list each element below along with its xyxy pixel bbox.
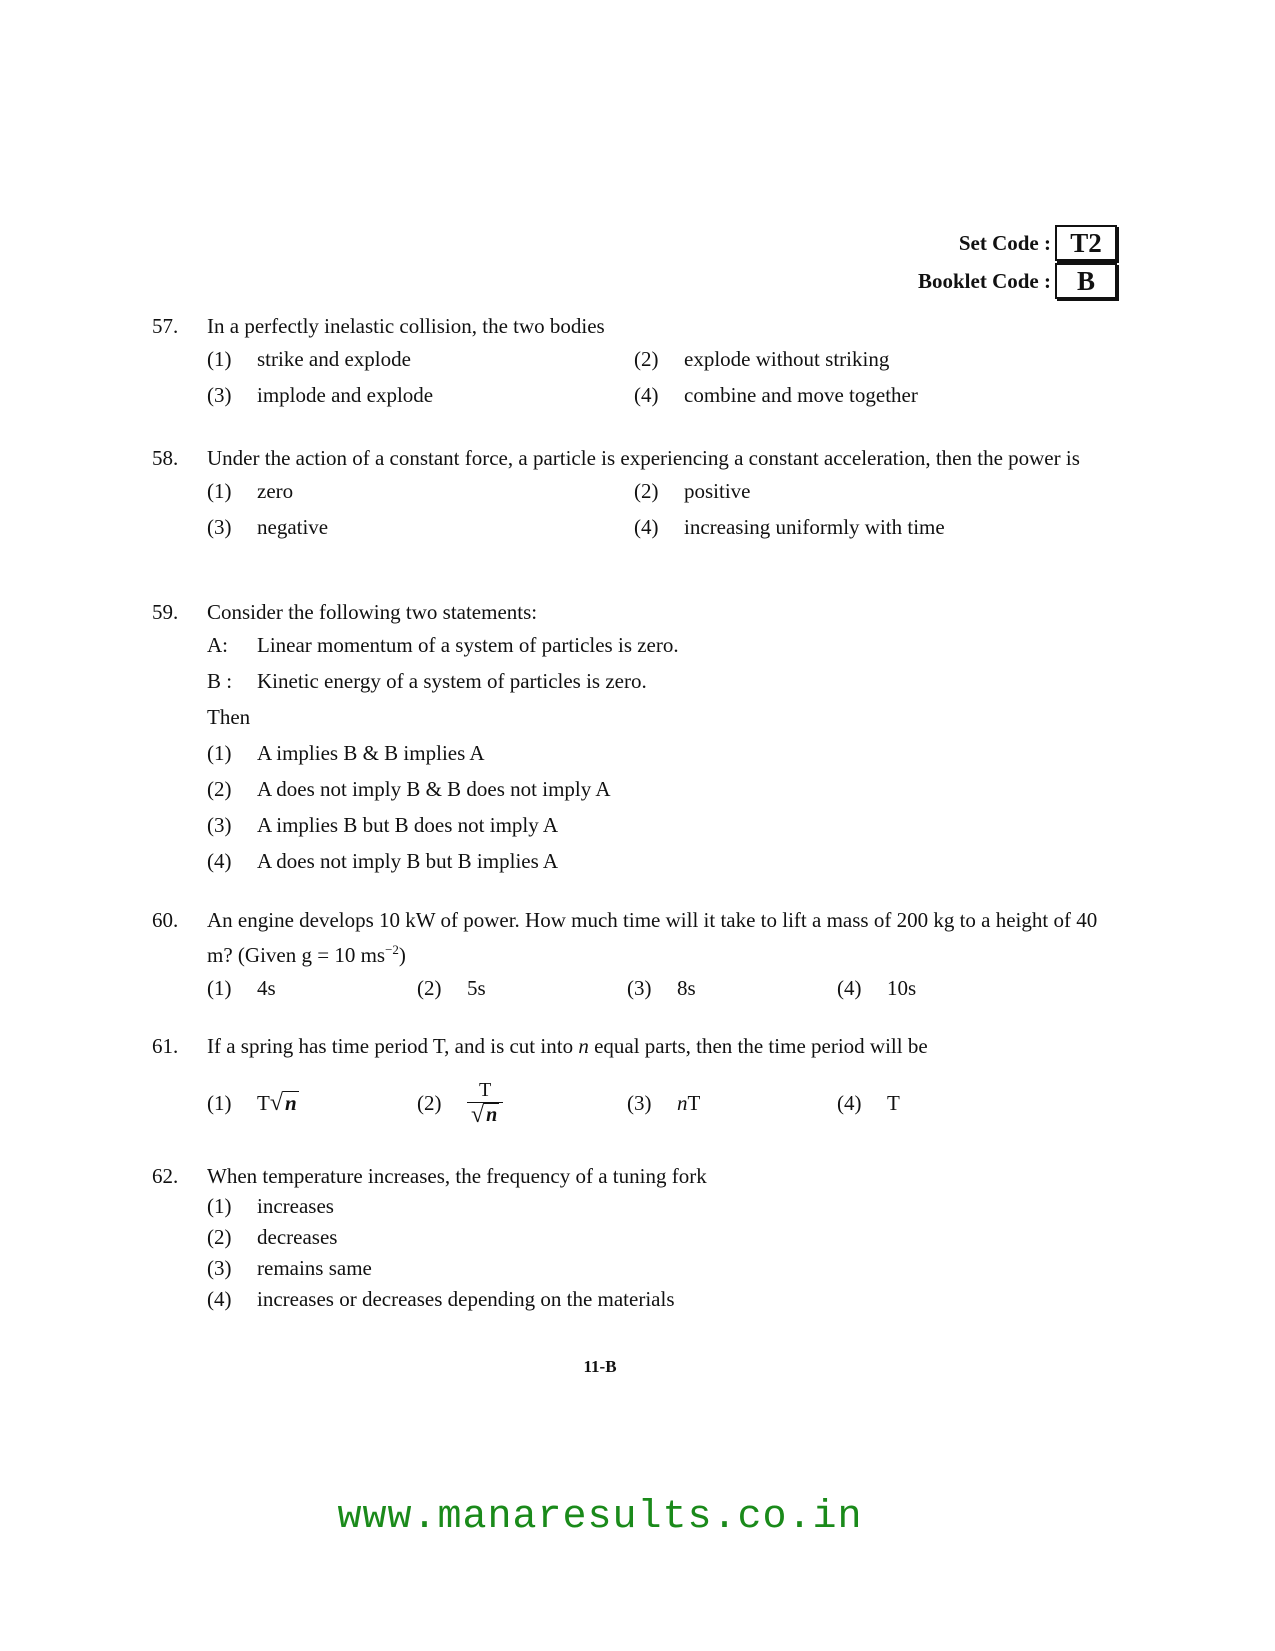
option-3 xyxy=(207,509,634,545)
question-62 xyxy=(152,1161,1112,1315)
question-text: Under the action of a constant force, a particle is experiencing a constant acceleration, then the power is xyxy=(207,446,1080,470)
option-text: 8s xyxy=(677,976,696,1000)
statement-label: A: xyxy=(207,633,228,657)
fraction xyxy=(467,1078,503,1128)
question-text: When temperature increases, the frequency of a tuning fork xyxy=(207,1164,707,1188)
booklet-code-label: Booklet Code : xyxy=(918,268,1051,293)
statement-label: B : xyxy=(207,669,233,693)
option-2 xyxy=(207,771,1112,807)
option-3 xyxy=(627,970,837,1006)
page-number: 11-B xyxy=(583,1357,617,1376)
option-2 xyxy=(417,1078,627,1128)
option-number: (3) xyxy=(207,813,232,837)
denominator xyxy=(467,1102,503,1128)
option-text: strike and explode xyxy=(257,347,411,371)
question-text xyxy=(207,905,1112,970)
option-4 xyxy=(207,1284,1112,1315)
option-text: 5s xyxy=(467,976,486,1000)
option-text: A implies B & B implies A xyxy=(257,741,485,765)
option-1 xyxy=(207,1191,1112,1222)
booklet-code-row xyxy=(918,262,1117,300)
sqrt-expression xyxy=(270,1091,299,1115)
booklet-code-value: B xyxy=(1055,263,1117,299)
set-code-value: T2 xyxy=(1055,225,1117,261)
option-text: A does not imply B but B implies A xyxy=(257,849,559,873)
question-number: 60. xyxy=(152,908,179,932)
option-2 xyxy=(634,341,1061,377)
option-number: (1) xyxy=(207,1194,232,1218)
option-text: decreases xyxy=(257,1225,338,1249)
option-1 xyxy=(207,1085,417,1121)
question-60 xyxy=(152,905,1112,1006)
option-number: (4) xyxy=(207,849,232,873)
option-number: (4) xyxy=(837,976,862,1000)
option-1 xyxy=(207,970,417,1006)
option-number: (3) xyxy=(207,515,232,539)
question-number: 61. xyxy=(152,1034,179,1058)
option-number: (4) xyxy=(207,1287,232,1311)
option-number: (3) xyxy=(207,1256,232,1280)
option-3 xyxy=(207,1253,1112,1284)
option-text: T xyxy=(887,1091,900,1115)
option-4 xyxy=(634,509,1061,545)
option-text: negative xyxy=(257,515,329,539)
question-58 xyxy=(152,443,1112,545)
options xyxy=(207,341,1112,413)
question-number: 62. xyxy=(152,1164,179,1188)
option-number: (1) xyxy=(207,479,232,503)
statement-text: Linear momentum of a system of particles is zero. xyxy=(257,633,679,657)
statement-text: Kinetic energy of a system of particles is zero. xyxy=(257,669,647,693)
option-text: A implies B but B does not imply A xyxy=(257,813,559,837)
option-text: increases xyxy=(257,1194,334,1218)
option-number: (1) xyxy=(207,976,232,1000)
radicand: n xyxy=(486,1104,498,1126)
footer-url[interactable]: www.manaresults.co.in xyxy=(337,1495,863,1540)
option-number: (2) xyxy=(634,347,659,371)
set-code-row xyxy=(918,224,1117,262)
option-text: positive xyxy=(684,479,751,503)
option-number: (4) xyxy=(837,1091,862,1115)
code-block xyxy=(918,224,1117,300)
variable-n: n xyxy=(677,1091,688,1115)
option-number: (3) xyxy=(627,1091,652,1115)
option-text: increasing uniformly with time xyxy=(684,515,945,539)
option-4 xyxy=(634,377,1061,413)
radical-sign: √ xyxy=(269,1090,283,1116)
question-text-main: An engine develops 10 kW of power. How much time will it take to lift a mass of 200 kg to a height of 40 m? (Given g = 10 ms xyxy=(207,908,1098,967)
option-text: A does not imply B & B does not imply A xyxy=(257,777,611,801)
option-number: (2) xyxy=(417,1091,442,1115)
option-text: implode and explode xyxy=(257,383,434,407)
question-number: 57. xyxy=(152,314,179,338)
options xyxy=(207,1075,1112,1131)
superscript: −2 xyxy=(385,942,399,957)
option-text: combine and move together xyxy=(684,383,918,407)
statement-a xyxy=(207,627,1112,663)
option-text: 4s xyxy=(257,976,276,1000)
option-number: (1) xyxy=(207,1091,232,1115)
options xyxy=(207,1191,1112,1315)
option-2 xyxy=(417,970,627,1006)
option-number: (4) xyxy=(634,383,659,407)
option-number: (1) xyxy=(207,347,232,371)
option-number: (2) xyxy=(417,976,442,1000)
variable-n: n xyxy=(578,1034,589,1058)
option-text: increases or decreases depending on the materials xyxy=(257,1287,675,1311)
option-4 xyxy=(837,1085,1047,1121)
question-number: 59. xyxy=(152,600,179,624)
then-label: Then xyxy=(207,705,251,729)
question-text-a: If a spring has time period T, and is cut into xyxy=(207,1034,574,1058)
option-number: (1) xyxy=(207,741,232,765)
option-3 xyxy=(207,377,634,413)
options xyxy=(207,735,1112,879)
options xyxy=(207,970,1112,1006)
statement-b xyxy=(207,663,1112,699)
option-2 xyxy=(634,473,1061,509)
question-text: In a perfectly inelastic collision, the two bodies xyxy=(207,314,605,338)
option-number: (4) xyxy=(634,515,659,539)
set-code-label: Set Code : xyxy=(958,230,1051,255)
option-2 xyxy=(207,1222,1112,1253)
option-number: (3) xyxy=(207,383,232,407)
option-text: explode without striking xyxy=(684,347,890,371)
option-1 xyxy=(207,735,1112,771)
question-57 xyxy=(152,311,1112,413)
question-text-b: equal parts, then the time period will be xyxy=(594,1034,928,1058)
radicand: n xyxy=(285,1091,297,1115)
option-text: T xyxy=(687,1091,701,1115)
option-number: (2) xyxy=(207,1225,232,1249)
radical-sign: √ xyxy=(471,1102,485,1128)
question-61 xyxy=(152,1031,1112,1131)
option-number: (3) xyxy=(627,976,652,1000)
option-text: zero xyxy=(257,479,294,503)
option-4 xyxy=(207,843,1112,879)
question-text xyxy=(207,1031,1112,1061)
option-text: remains same xyxy=(257,1256,372,1280)
option-3 xyxy=(627,1085,837,1121)
option-text: 10s xyxy=(887,976,917,1000)
options xyxy=(207,473,1112,545)
option-4 xyxy=(837,970,1047,1006)
option-1 xyxy=(207,341,634,377)
option-1 xyxy=(207,473,634,509)
question-number: 58. xyxy=(152,446,179,470)
numerator: T xyxy=(479,1079,492,1101)
option-text: T xyxy=(257,1091,270,1115)
question-text: Consider the following two statements: xyxy=(207,600,538,624)
question-text-end: ) xyxy=(398,943,406,967)
option-3 xyxy=(207,807,1112,843)
question-59 xyxy=(152,597,1112,879)
option-number: (2) xyxy=(207,777,232,801)
option-number: (2) xyxy=(634,479,659,503)
